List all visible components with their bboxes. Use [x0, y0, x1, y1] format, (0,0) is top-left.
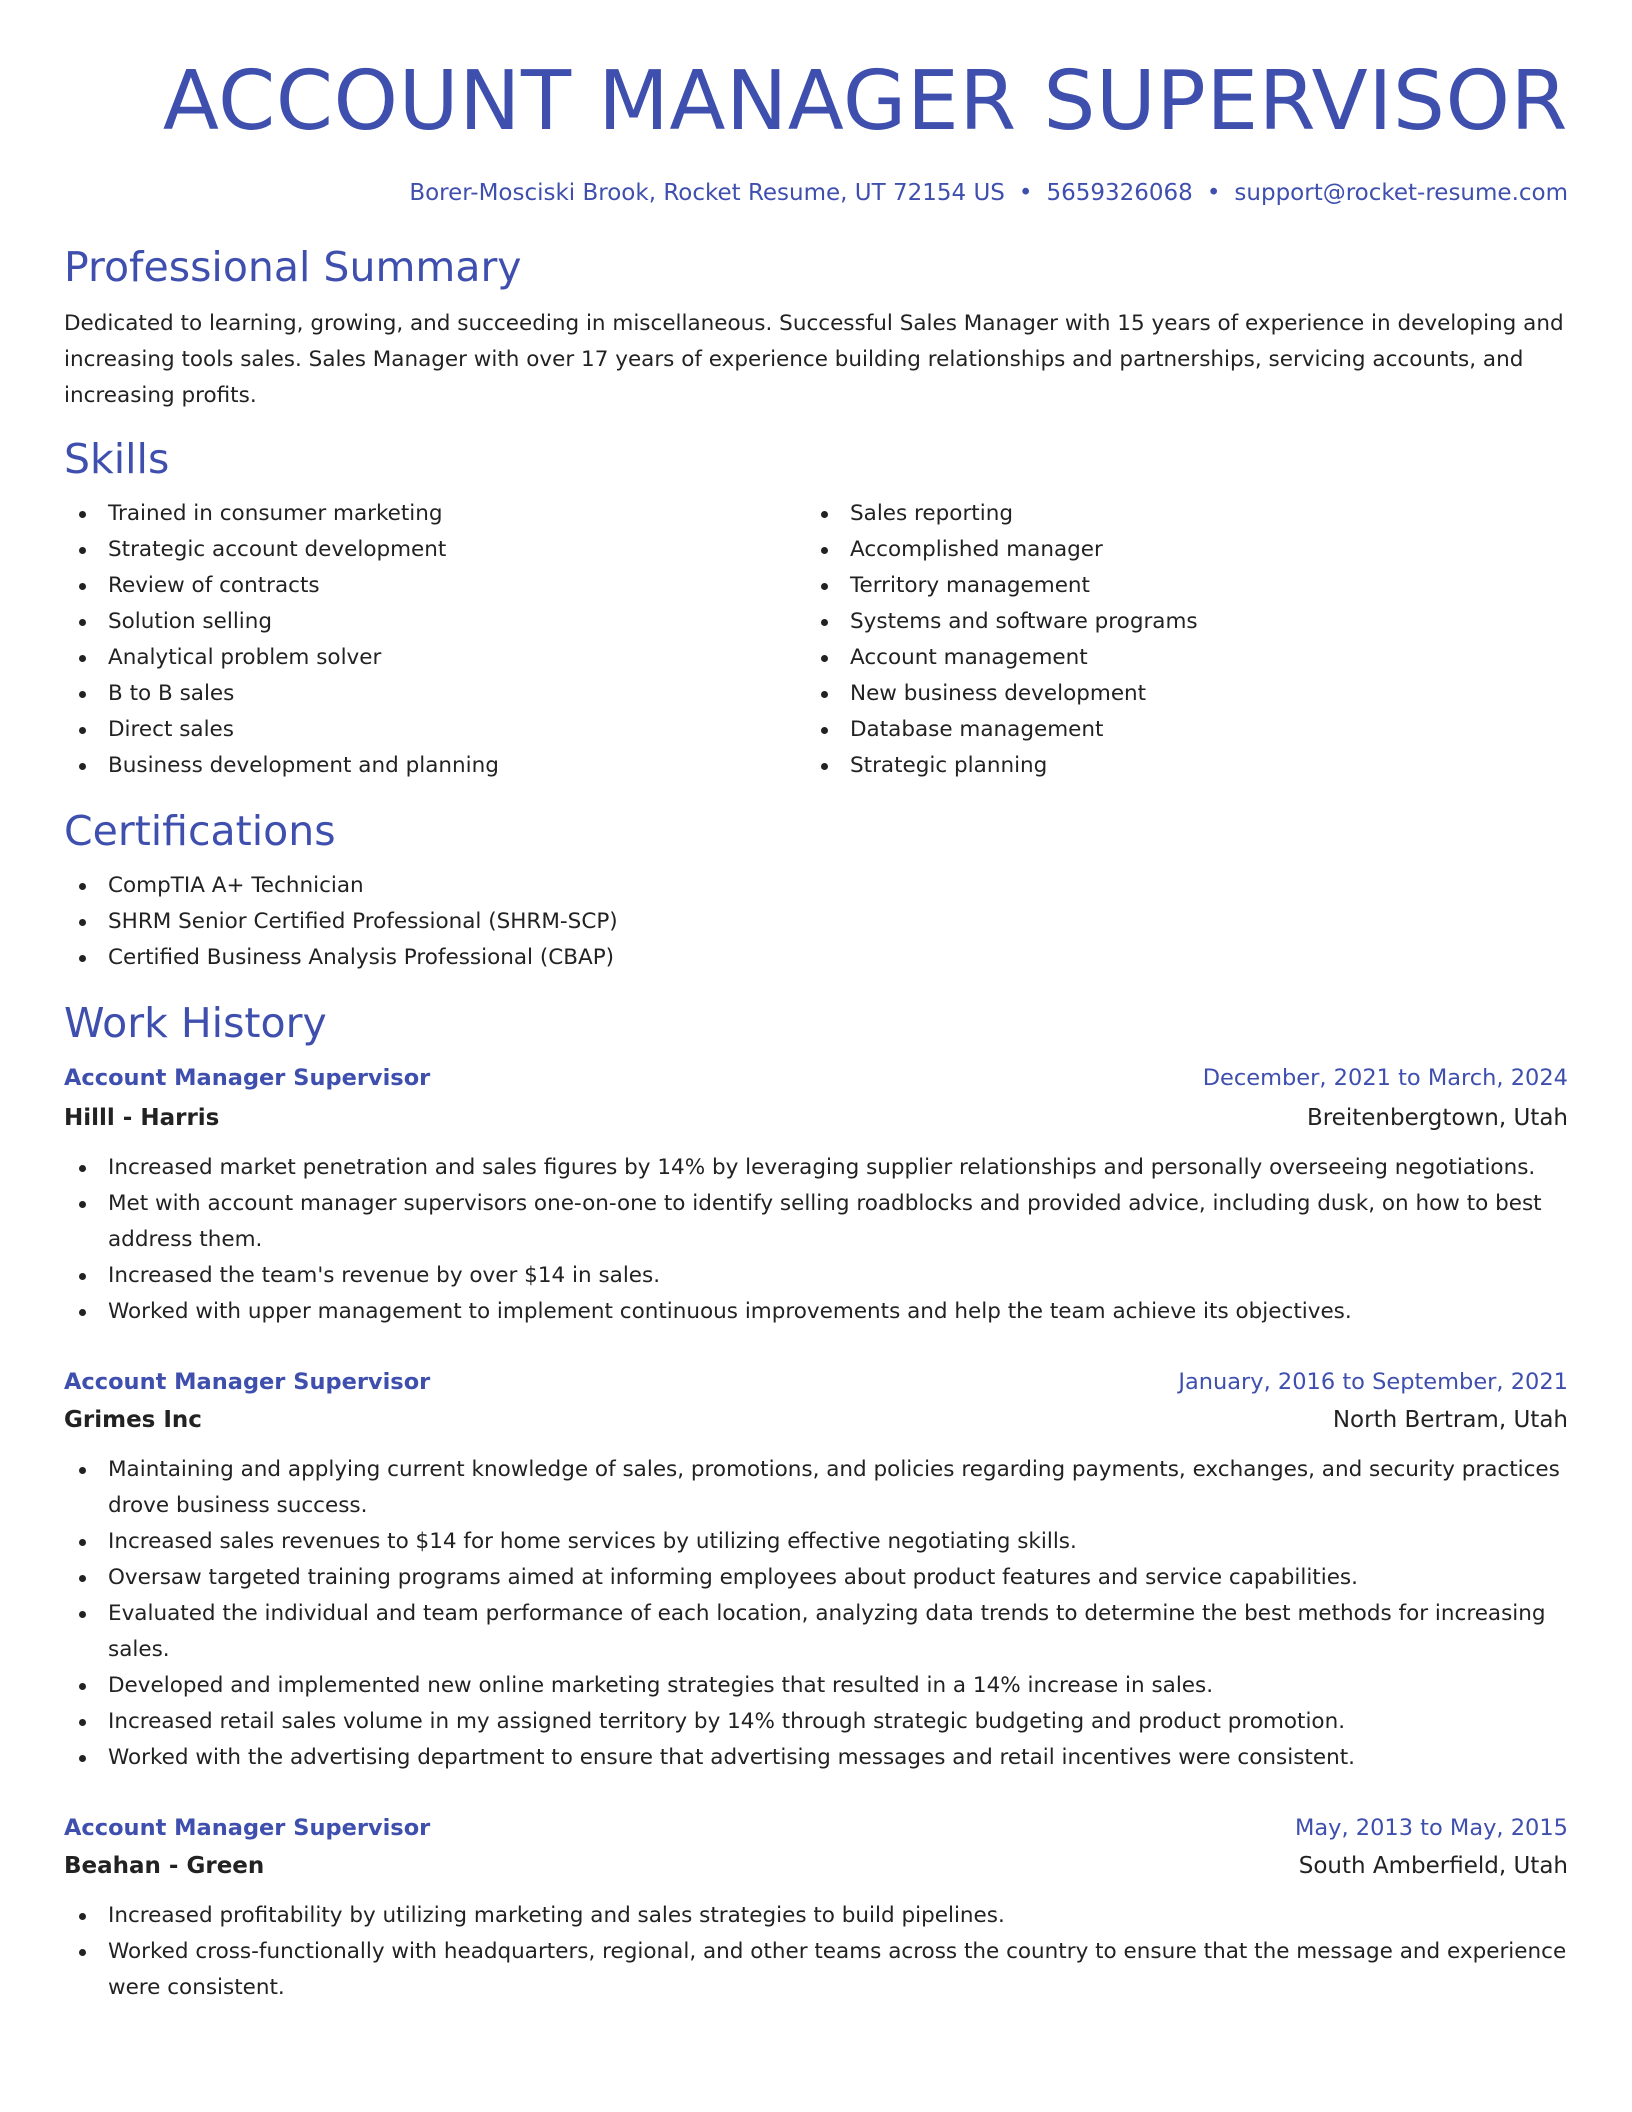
skill-item: B to B sales — [64, 676, 806, 712]
job-bullet: Developed and implemented new online marketing strategies that resulted in a 14% increase in sales. — [64, 1668, 1568, 1704]
skill-item: Direct sales — [64, 712, 806, 748]
job-entry — [64, 1810, 1568, 2006]
job-bullet: Met with account manager supervisors one-on-one to identify selling roadblocks and provided advice, including dusk, on how to best address them. — [64, 1186, 1568, 1258]
skill-item: Strategic planning — [806, 748, 1548, 784]
job-bullet: Oversaw targeted training programs aimed at informing employees about product features and service capabilities. — [64, 1560, 1568, 1596]
skills-heading: Skills — [64, 435, 170, 483]
skill-item: Business development and planning — [64, 748, 806, 784]
resume-title: ACCOUNT MANAGER SUPERVISOR — [162, 54, 1568, 149]
skill-item: Trained in consumer marketing — [64, 496, 806, 532]
skills-section — [64, 434, 1568, 784]
certifications-section — [64, 806, 1568, 976]
skills-left-column — [64, 496, 806, 784]
job-company-row — [64, 1402, 1568, 1438]
skill-item: Analytical problem solver — [64, 640, 806, 676]
summary-text: Dedicated to learning, growing, and succeeding in miscellaneous. Successful Sales Manager with 15 years of experience in developing and increasing tools sales. Sales Manager with over 17 years of experience building relationships and partnerships, servicing accounts, and increasing profits. — [64, 311, 1564, 408]
separator-dot: • — [1206, 180, 1221, 206]
certifications-list — [64, 868, 1568, 976]
job-bullet: Worked cross-functionally with headquarters, regional, and other teams across the country to ensure that the message and experience were consistent. — [64, 1934, 1568, 2006]
skill-item: Solution selling — [64, 604, 806, 640]
job-title: Account Manager Supervisor — [64, 1369, 431, 1395]
summary-section — [64, 242, 1568, 414]
job-bullets — [64, 1898, 1568, 2006]
summary-heading: Professional Summary — [64, 243, 522, 291]
job-bullet: Increased market penetration and sales figures by 14% by leveraging supplier relationships and personally overseeing negotiations. — [64, 1150, 1568, 1186]
certification-item: Certified Business Analysis Professional (CBAP) — [64, 940, 1568, 976]
job-title: Account Manager Supervisor — [64, 1815, 431, 1841]
job-title: Account Manager Supervisor — [64, 1065, 431, 1091]
job-bullets — [64, 1150, 1568, 1330]
skill-item: Territory management — [806, 568, 1548, 604]
job-company: Hilll - Harris — [64, 1105, 220, 1131]
skill-item: Account management — [806, 640, 1548, 676]
job-company: Beahan - Green — [64, 1853, 265, 1879]
job-header-row — [64, 1364, 1568, 1400]
job-bullet: Increased the team's revenue by over $14 in sales. — [64, 1258, 1568, 1294]
job-header-row — [64, 1060, 1568, 1096]
job-bullet: Increased retail sales volume in my assigned territory by 14% through strategic budgeting and product promotion. — [64, 1704, 1568, 1740]
skill-item: New business development — [806, 676, 1548, 712]
job-bullet: Worked with the advertising department to ensure that advertising messages and retail incentives were consistent. — [64, 1740, 1568, 1776]
job-dates: May, 2013 to May, 2015 — [1294, 1815, 1568, 1841]
job-company: Grimes Inc — [64, 1407, 202, 1433]
job-bullets — [64, 1452, 1568, 1776]
job-bullet: Increased sales revenues to $14 for home services by utilizing effective negotiating skills. — [64, 1524, 1568, 1560]
resume-page — [64, 52, 1568, 2006]
job-location: South Amberfield, Utah — [1298, 1853, 1568, 1879]
separator-dot: • — [1018, 180, 1033, 206]
skill-item: Systems and software programs — [806, 604, 1548, 640]
job-company-row — [64, 1100, 1568, 1136]
job-location: Breitenbergtown, Utah — [1306, 1105, 1568, 1131]
work-history-heading: Work History — [64, 999, 327, 1047]
skills-grid — [64, 496, 1568, 784]
contact-phone: 5659326068 — [1046, 180, 1193, 206]
contact-line — [64, 178, 1568, 208]
certifications-heading: Certifications — [64, 807, 336, 855]
work-history-section — [64, 998, 1568, 2006]
skill-item: Review of contracts — [64, 568, 806, 604]
skills-right-column — [806, 496, 1548, 784]
job-bullet: Evaluated the individual and team performance of each location, analyzing data trends to determine the best methods for increasing sales. — [64, 1596, 1568, 1668]
job-bullet: Maintaining and applying current knowledge of sales, promotions, and policies regarding payments, exchanges, and security practices drove business success. — [64, 1452, 1568, 1524]
job-company-row — [64, 1848, 1568, 1884]
job-entry — [64, 1364, 1568, 1776]
job-entry — [64, 1060, 1568, 1330]
job-bullet: Worked with upper management to implement continuous improvements and help the team achieve its objectives. — [64, 1294, 1568, 1330]
skill-item: Sales reporting — [806, 496, 1548, 532]
job-bullet: Increased profitability by utilizing marketing and sales strategies to build pipelines. — [64, 1898, 1568, 1934]
skill-item: Database management — [806, 712, 1548, 748]
contact-email: support@rocket-resume.com — [1234, 180, 1568, 206]
skill-item: Strategic account development — [64, 532, 806, 568]
job-header-row — [64, 1810, 1568, 1846]
job-location: North Bertram, Utah — [1332, 1407, 1568, 1433]
contact-address: Borer-Mosciski Brook, Rocket Resume, UT 72154 US — [409, 180, 1005, 206]
job-dates: December, 2021 to March, 2024 — [1202, 1065, 1568, 1091]
certification-item: CompTIA A+ Technician — [64, 868, 1568, 904]
certification-item: SHRM Senior Certified Professional (SHRM-SCP) — [64, 904, 1568, 940]
skill-item: Accomplished manager — [806, 532, 1548, 568]
job-dates: January, 2016 to September, 2021 — [1178, 1369, 1568, 1395]
